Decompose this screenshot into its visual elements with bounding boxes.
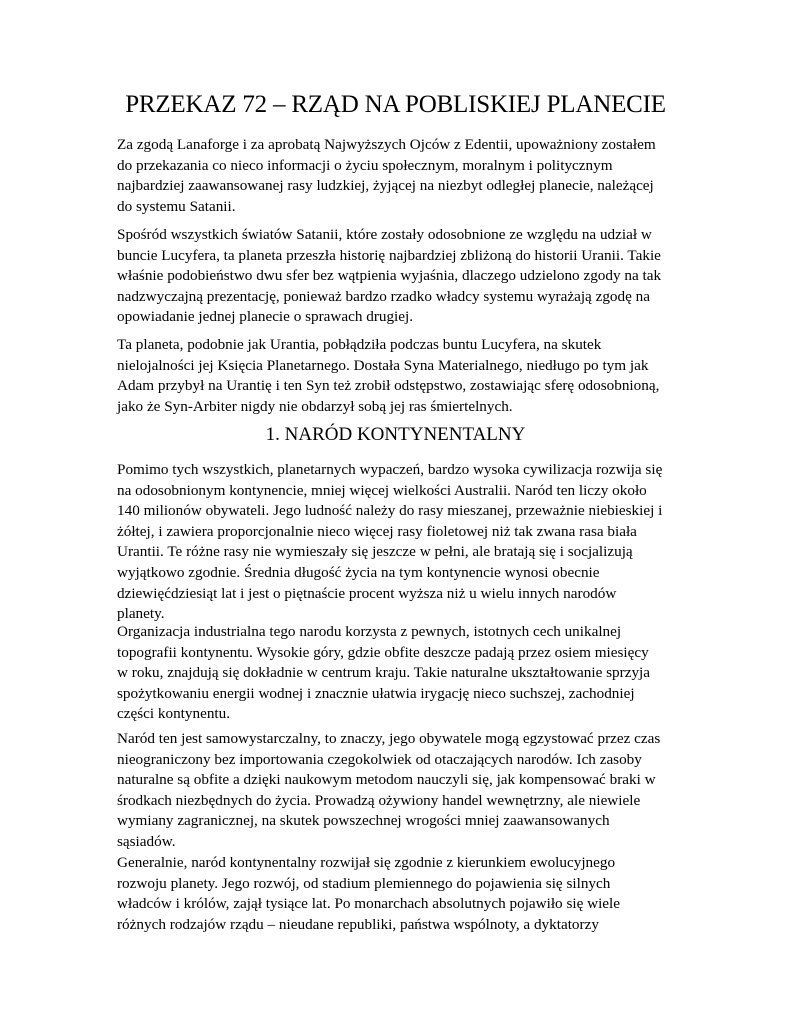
paragraph-line: dziewięćdziesiąt lat i jest o piętnaście procent wyższa niż u wielu innych narodów — [117, 584, 617, 602]
paragraph-line: Naród ten jest samowystarczalny, to znaczy, jego obywatele mogą egzystować przez czas — [117, 730, 661, 747]
paragraph-line: wymiany zagranicznej, na skutek powszechnej wrogości mniej zaawansowanych — [117, 812, 610, 830]
paragraph-line: nieograniczony bez importowania czegokolwiek od otaczających narodów. Ich zasoby — [117, 750, 642, 768]
paragraph-line: na odosobnionym kontynencie, mniej więcej wielkości Australii. Naród ten liczy około — [117, 481, 647, 499]
section-heading: 1. NARÓD KONTYNENTALNY — [265, 424, 526, 445]
paragraph-line: spożytkowaniu energii wodnej i znacznie ułatwia irygację nieco suchszej, zachodniej — [117, 684, 635, 702]
paragraph-self-sufficiency — [117, 729, 679, 853]
paragraph-line: w roku, znajdują się dokładnie w centrum kraju. Takie naturalne ukształtowanie sprzyja — [117, 664, 650, 682]
paragraph-line: wyjątkowo zgodnie. Średnia długość życia na tym kontynencie wynosi obecnie — [117, 563, 600, 581]
paragraph-line: opowiadanie jednej planecie o sprawach drugiej. — [117, 308, 414, 326]
paragraph-line: Spośród wszystkich światów Satanii, które zostały odosobnione ze względu na udział w — [117, 226, 652, 243]
paragraph-satania — [117, 225, 679, 328]
paragraph-line: najbardziej zaawansowanej rasy ludzkiej, żyjącej na niezbyt odległej planecie, należącej — [117, 177, 654, 195]
paragraph-lucifer — [117, 335, 679, 417]
paragraph-line: 140 milionów obywateli. Jego ludność należy do rasy mieszanej, przeważnie niebieskiej i — [117, 502, 663, 520]
document-title: PRZEKAZ 72 – RZĄD NA POBLISKIEJ PLANECIE — [125, 91, 666, 118]
paragraph-line: do przekazania co nieco informacji o życiu społecznym, moralnym i politycznym — [117, 156, 613, 174]
paragraph-line: naturalne są obfite a dzięki naukowym metodom nauczyli się, jak kompensować braki w — [117, 771, 656, 789]
paragraph-line: jako że Syn-Arbiter nigdy nie obdarzył sobą jej ras śmiertelnych. — [117, 397, 513, 415]
paragraph-industry — [117, 622, 679, 725]
paragraph-line: Ta planeta, podobnie jak Urantia, pobłądziła podczas buntu Lucyfera, na skutek — [117, 336, 602, 353]
paragraph-line: rozwoju planety. Jego rozwój, od stadium plemiennego do pojawienia się silnych — [117, 874, 611, 892]
paragraph-line: różnych rodzajów rządu – nieudane republiki, państwa wspólnoty, a dyktatorzy — [117, 915, 599, 933]
paragraph-line: władców i królów, zajął tysiące lat. Po monarchach absolutnych pojawiło się wiele — [117, 895, 621, 913]
paragraph-development — [117, 853, 679, 935]
paragraph-line: części kontynentu. — [117, 705, 231, 723]
paragraph-line: Adam przybył na Urantię i ten Syn też zrobił odstępstwo, zostawiając sferę odosobnioną, — [117, 377, 660, 395]
paragraph-intro — [117, 135, 679, 217]
paragraph-line: Pomimo tych wszystkich, planetarnych wypaczeń, bardzo wysoka cywilizacja rozwija się — [117, 461, 663, 478]
paragraph-line: topografii kontynentu. Wysokie góry, gdzie obfite deszcze padają przez osiem miesięcy — [117, 643, 649, 661]
paragraph-line: planety. — [117, 605, 165, 623]
paragraph-population — [117, 460, 679, 625]
paragraph-line: buncie Lucyfera, ta planeta przeszła historię najbardziej zbliżoną do historii Uranii. Takie — [117, 246, 661, 264]
paragraph-line: środkach niezbędnych do życia. Prowadzą ożywiony handel wewnętrzny, ale niewiele — [117, 791, 641, 809]
paragraph-line: Za zgodą Lanaforge i za aprobatą Najwyższych Ojców z Edentii, upoważniony zostałem — [117, 136, 656, 153]
paragraph-line: żółtej, i zawiera proporcjonalnie nieco więcej rasy fioletowej niż tak zwana rasa biała — [117, 522, 637, 540]
paragraph-line: nielojalności jej Księcia Planetarnego. Dostała Syna Materialnego, niedługo po tym jak — [117, 356, 649, 374]
paragraph-line: Organizacja industrialna tego narodu korzysta z pewnych, istotnych cech unikalnej — [117, 623, 622, 640]
paragraph-line: sąsiadów. — [117, 832, 176, 850]
paragraph-line: nadzwyczajną prezentację, ponieważ bardzo rzadko władcy systemu wyrażają zgodę na — [117, 287, 650, 305]
paragraph-line: właśnie podobieństwo dwu sfer bez wątpienia wyjaśnia, dlaczego udzielono zgody na tak — [117, 267, 662, 285]
paragraph-line: Urantii. Te różne rasy nie wymieszały się jeszcze w pełni, ale bratają się i socjalizują — [117, 543, 633, 561]
paragraph-line: Generalnie, naród kontynentalny rozwijał się zgodnie z kierunkiem ewolucyjnego — [117, 854, 616, 871]
paragraph-line: do systemu Satanii. — [117, 197, 236, 215]
